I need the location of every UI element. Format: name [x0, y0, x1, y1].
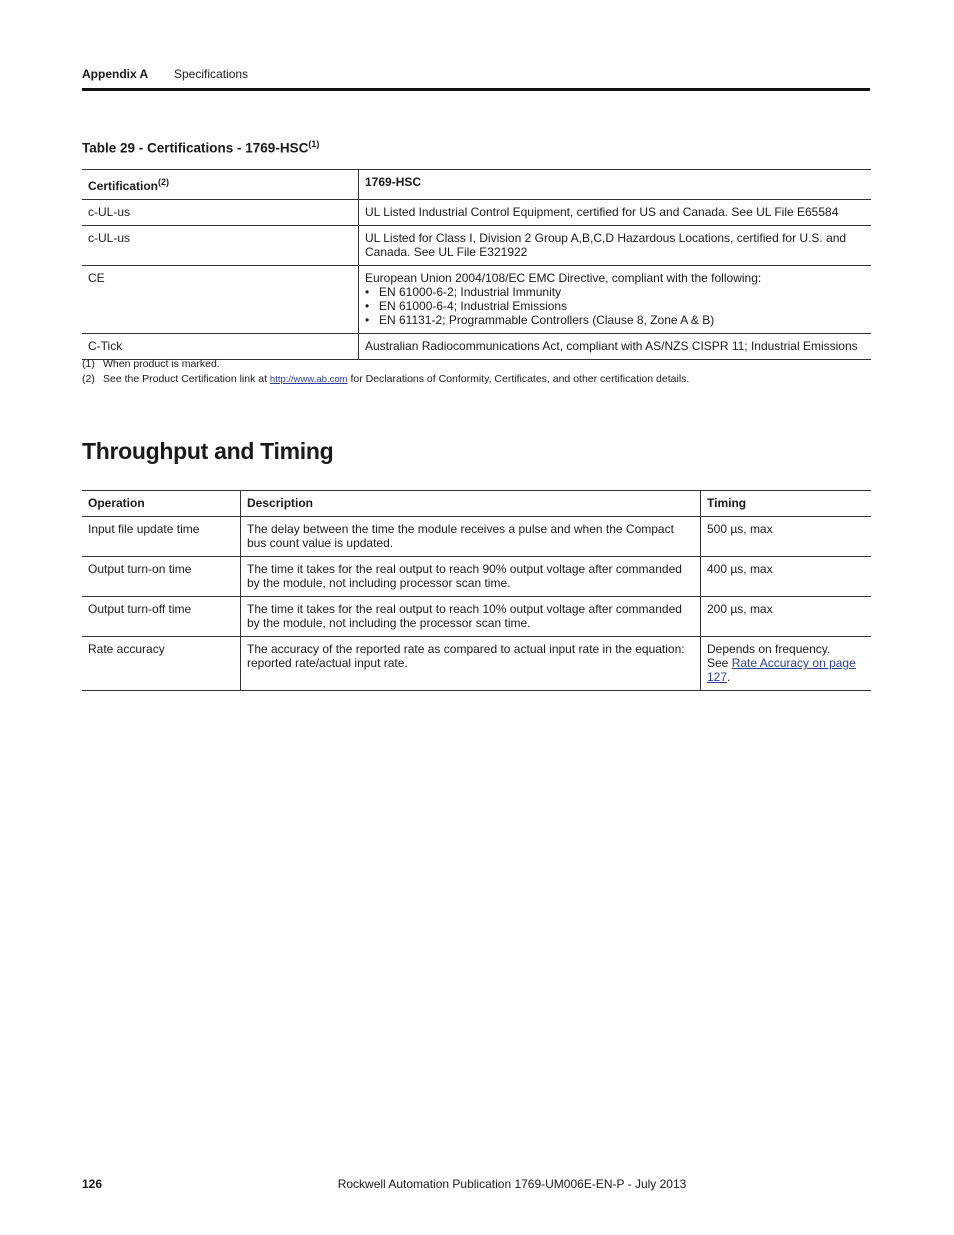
publication-info: Rockwell Automation Publication 1769-UM006E-EN-P - July 2013 [337, 1177, 687, 1191]
operation-cell: Output turn-on time [82, 557, 241, 597]
page-header [82, 66, 870, 91]
footnote-text: When product is marked. [103, 358, 220, 370]
rate-accuracy-link[interactable]: Rate Accuracy on page 127 [707, 656, 856, 684]
operation-cell: Rate accuracy [82, 637, 241, 691]
table-row [82, 226, 871, 266]
footnote-2 [82, 372, 689, 387]
desc-cell: UL Listed Industrial Control Equipment, certified for US and Canada. See UL File E65584 [365, 205, 839, 219]
list-item: • EN 61131-2; Programmable Controllers (Clause 8, Zone A & B) [365, 313, 865, 327]
page-number: 126 [82, 1177, 103, 1191]
timing-text: Depends on frequency. [707, 642, 831, 656]
description-cell: The delay between the time the module receives a pulse and when the Compact bus count value is updated. [241, 517, 701, 557]
ce-standards-list [365, 285, 865, 327]
footnote-number: (1) [82, 358, 95, 370]
cert-table-caption-note: (1) [308, 139, 320, 149]
list-item: • EN 61000-6-4; Industrial Emissions [365, 299, 865, 313]
timing-table-header-row [82, 491, 871, 517]
product-col-header: 1769-HSC [365, 175, 422, 189]
cert-table-header-row [82, 170, 871, 200]
table-row [82, 637, 871, 691]
footnote-text-post: for Declarations of Conformity, Certificates, and other certification details. [347, 373, 690, 385]
cert-cell: CE [82, 266, 359, 334]
footnotes [82, 357, 689, 387]
description-cell: The time it takes for the real output to reach 10% output voltage after commanded by the module, not including the processor scan time. [241, 597, 701, 637]
ce-description: European Union 2004/108/EC EMC Directive, compliant with the following: [365, 271, 762, 285]
table-row [82, 597, 871, 637]
desc-cell: Australian Radiocommunications Act, compliant with AS/NZS CISPR 11; Industrial Emissions [365, 339, 858, 353]
timing-cell [701, 637, 872, 691]
desc-cell [359, 266, 872, 334]
description-col-header: Description [241, 491, 701, 517]
appendix-label: Appendix A [82, 67, 149, 81]
table-row [82, 517, 871, 557]
cert-col-header: Certification$^{(2)}$ [82, 170, 359, 200]
certifications-table [82, 169, 871, 360]
timing-cell: 500 µs, max [707, 522, 773, 536]
footnote-1 [82, 357, 689, 372]
timing-cell: 200 µs, max [707, 602, 773, 616]
list-item: • EN 61000-6-2; Industrial Immunity [365, 285, 865, 299]
table-row [82, 200, 871, 226]
timing-cell: 400 µs, max [707, 562, 773, 576]
table-row [82, 334, 871, 360]
desc-cell: UL Listed for Class I, Division 2 Group A,B,C,D Hazardous Locations, certified for U.S. and Canada. See UL File E321922 [365, 231, 847, 259]
cert-cell: c-UL-us [82, 200, 359, 226]
description-cell: The accuracy of the reported rate as compared to actual input rate in the equation: reported rate/actual input rate. [241, 637, 701, 691]
section-title: Throughput and Timing [82, 438, 334, 464]
cert-col-header-note: (2) [158, 177, 170, 187]
table-row [82, 557, 871, 597]
timing-col-header: Timing [707, 496, 747, 510]
table-row [82, 266, 871, 334]
ab-website-link[interactable]: http://www.ab.com [269, 374, 348, 385]
cert-table-caption-text: Table 29 - Certifications - 1769-HSC [82, 140, 309, 156]
cert-cell: c-UL-us [82, 226, 359, 266]
footnote-text-pre: See the Product Certification link at [103, 373, 270, 385]
cert-cell: C-Tick [82, 334, 359, 360]
timing-table [82, 490, 871, 691]
operation-cell: Output turn-off time [82, 597, 241, 637]
section-label: Specifications [174, 67, 249, 81]
operation-col-header: Operation [82, 491, 241, 517]
description-cell: The time it takes for the real output to reach 90% output voltage after commanded by the module, not including processor scan time. [241, 557, 701, 597]
footnote-number: (2) [82, 373, 95, 385]
operation-cell: Input file update time [82, 517, 241, 557]
timing-see-ref: See Rate Accuracy on page 127. [707, 656, 856, 684]
cert-table-caption [82, 139, 319, 156]
